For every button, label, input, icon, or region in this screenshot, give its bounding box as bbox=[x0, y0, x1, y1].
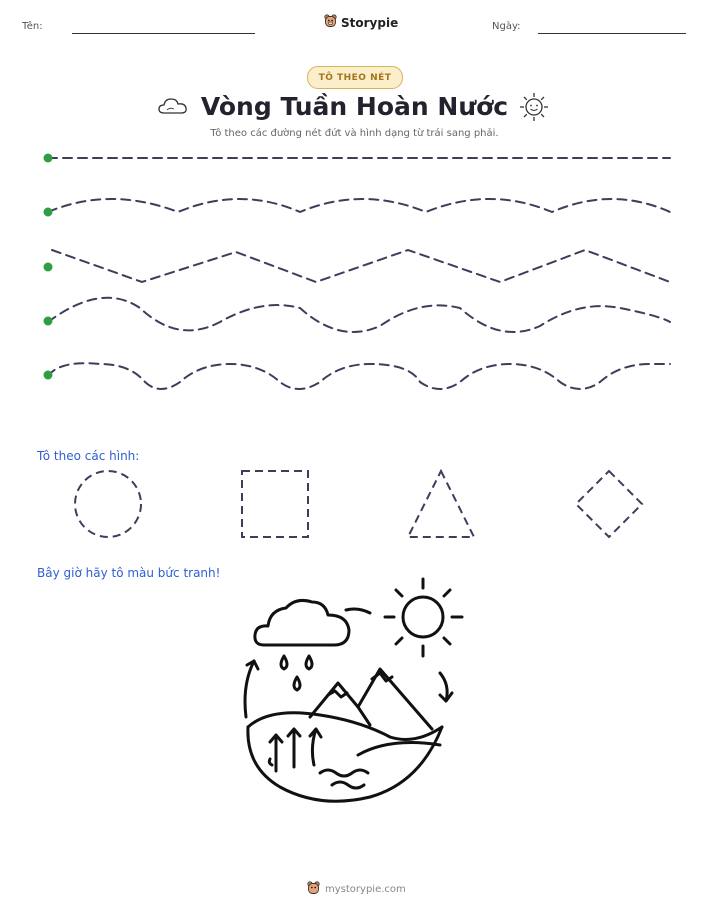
sun-icon bbox=[518, 91, 550, 123]
bear-icon bbox=[324, 14, 337, 31]
shapes-section-label: Tô theo các hình: bbox=[37, 449, 140, 463]
activity-badge: TÔ THEO NÉT bbox=[307, 66, 403, 89]
page-title: Vòng Tuần Hoàn Nước bbox=[200, 92, 509, 121]
date-field[interactable] bbox=[538, 33, 686, 34]
start-dot bbox=[44, 154, 53, 163]
trace-line-gentle-wave[interactable] bbox=[48, 199, 670, 212]
name-label: Tên: bbox=[22, 21, 43, 32]
sun-drawing bbox=[403, 597, 443, 637]
start-dot bbox=[44, 208, 53, 217]
bear-icon bbox=[307, 881, 320, 898]
footer bbox=[307, 881, 406, 898]
instructions: Tô theo các đường nét đứt và hình dạng từ trái sang phải. bbox=[210, 128, 499, 139]
trace-line-round-wave[interactable] bbox=[48, 363, 670, 389]
water-cycle-illustration[interactable] bbox=[240, 577, 470, 807]
trace-shape-circle[interactable] bbox=[75, 471, 141, 537]
footer-site[interactable]: mystorypie.com bbox=[325, 884, 406, 895]
start-dot bbox=[44, 263, 53, 272]
trace-lines bbox=[0, 140, 709, 400]
start-dot bbox=[44, 371, 53, 380]
brand-logo bbox=[324, 14, 398, 31]
start-dot bbox=[44, 317, 53, 326]
coloring-section-label: Bây giờ hãy tô màu bức tranh! bbox=[37, 566, 221, 580]
trace-shapes bbox=[0, 465, 709, 545]
trace-shape-triangle[interactable] bbox=[408, 471, 474, 537]
date-label: Ngày: bbox=[492, 21, 521, 32]
cloud-drawing bbox=[255, 600, 349, 645]
trace-shape-diamond[interactable] bbox=[576, 471, 642, 537]
trace-line-wave[interactable] bbox=[48, 298, 670, 332]
trace-line-zigzag[interactable] bbox=[52, 250, 670, 282]
brand-name: Storypie bbox=[341, 15, 399, 30]
name-field[interactable] bbox=[72, 33, 255, 34]
trace-shape-square[interactable] bbox=[242, 471, 308, 537]
